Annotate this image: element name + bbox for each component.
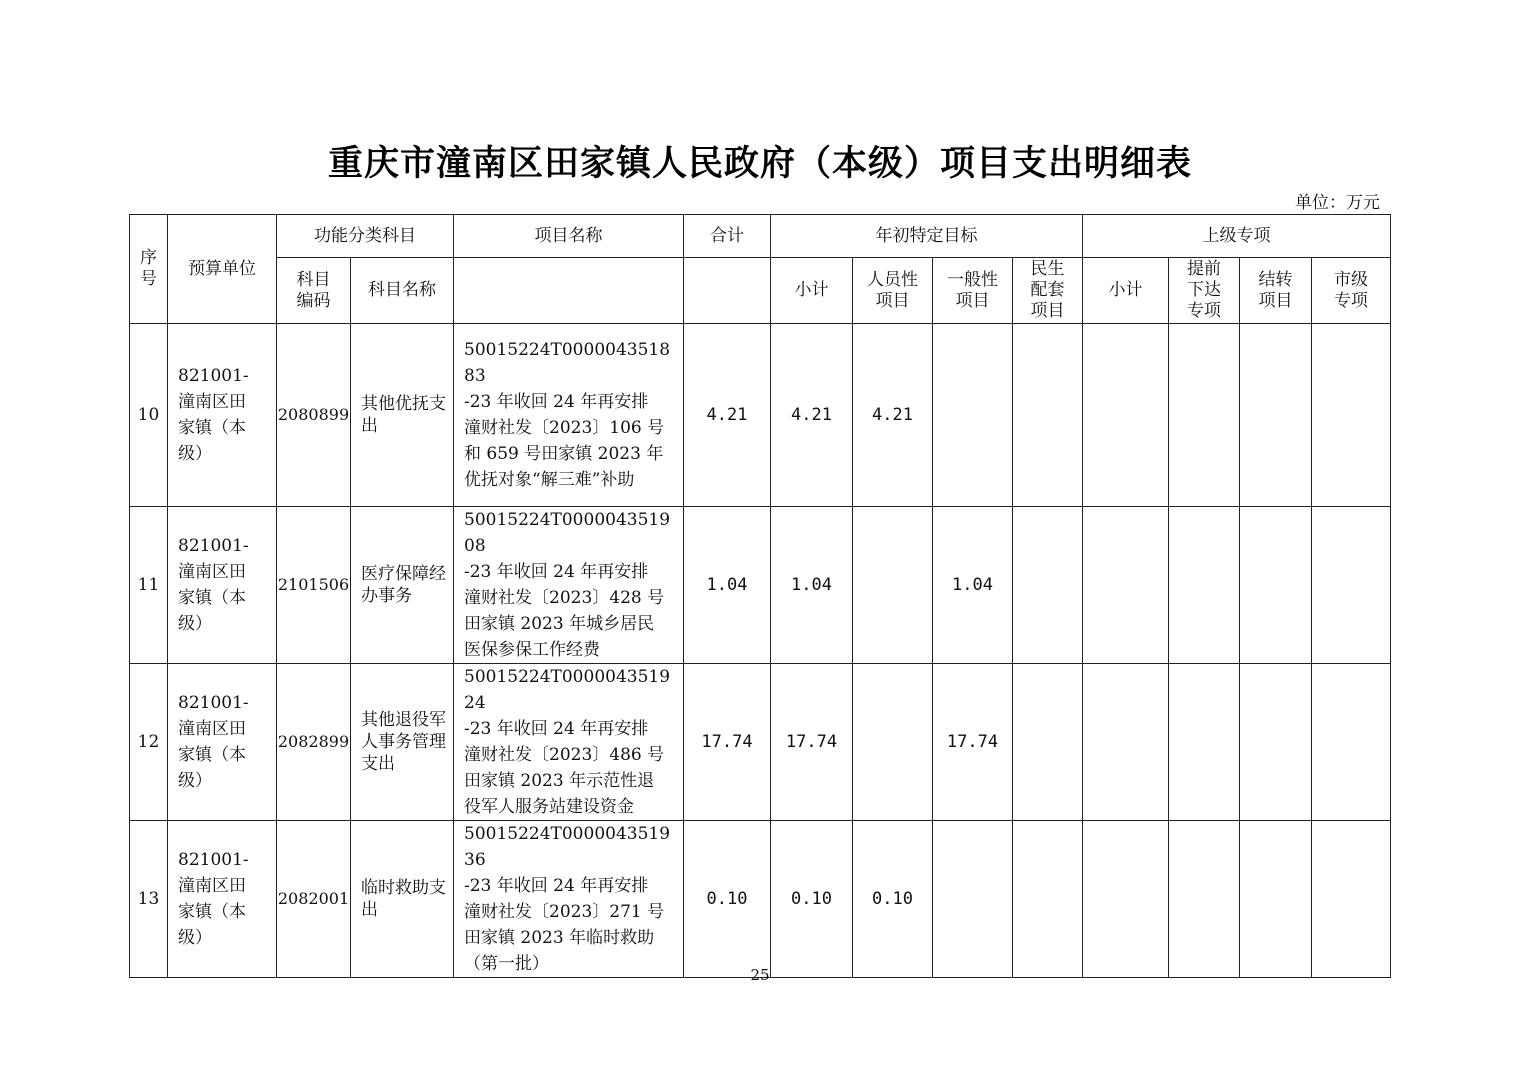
row-city — [1312, 507, 1391, 664]
header-superior: 上级专项 — [1083, 215, 1391, 258]
row-budget-unit: 821001- 潼南区田 家镇（本 级） — [168, 507, 277, 664]
row-total: 4.21 — [684, 324, 771, 507]
row-total: 1.04 — [684, 507, 771, 664]
row-annual-subtotal: 1.04 — [771, 507, 853, 664]
row-project-name: 50015224T000004351924 -23 年收回 24 年再安排 潼财社发〔2023〕486 号 田家镇 2023 年示范性退 役军人服务站建设资金 — [454, 664, 684, 821]
row-subject-code: 2082899 — [277, 664, 351, 821]
row-advance — [1169, 507, 1240, 664]
row-subject-code: 2101506 — [277, 507, 351, 664]
header-total: 合计 — [684, 215, 771, 258]
table-row — [130, 507, 1391, 664]
row-advance — [1169, 324, 1240, 507]
header-row-1 — [130, 215, 1391, 258]
page-number: 25 — [750, 966, 770, 984]
header-subject-code: 科目 编码 — [277, 258, 351, 324]
header-subject-name: 科目名称 — [351, 258, 454, 324]
row-total: 17.74 — [684, 664, 771, 821]
header-annual-target: 年初特定目标 — [771, 215, 1083, 258]
header-personnel: 人员性 项目 — [853, 258, 933, 324]
row-project-name: 50015224T000004351936 -23 年收回 24 年再安排 潼财社发〔2023〕271 号 田家镇 2023 年临时救助 （第一批） — [454, 821, 684, 978]
header-general: 一般性 项目 — [933, 258, 1013, 324]
row-city — [1312, 821, 1391, 978]
row-subject-name: 其他优抚支 出 — [351, 324, 454, 507]
row-project-name: 50015224T000004351883 -23 年收回 24 年再安排 潼财社发〔2023〕106 号 和 659 号田家镇 2023 年 优抚对象“解三难”补助 — [454, 324, 684, 507]
row-general — [933, 324, 1013, 507]
row-seq: 12 — [130, 664, 168, 821]
row-city — [1312, 324, 1391, 507]
row-annual-subtotal: 4.21 — [771, 324, 853, 507]
row-seq: 13 — [130, 821, 168, 978]
header-row-2 — [130, 258, 1391, 324]
table-row — [130, 821, 1391, 978]
row-superior-subtotal — [1083, 664, 1169, 821]
row-budget-unit: 821001- 潼南区田 家镇（本 级） — [168, 324, 277, 507]
row-carryover — [1240, 821, 1312, 978]
row-general — [933, 821, 1013, 978]
expenditure-table — [129, 214, 1391, 978]
row-livelihood — [1013, 664, 1083, 821]
header-carryover: 结转 项目 — [1240, 258, 1312, 324]
row-personnel: 0.10 — [853, 821, 933, 978]
row-advance — [1169, 664, 1240, 821]
table-row — [130, 664, 1391, 821]
header-total-blank — [684, 258, 771, 324]
row-subject-name: 医疗保障经 办事务 — [351, 507, 454, 664]
header-annual-subtotal: 小计 — [771, 258, 853, 324]
header-budget-unit: 预算单位 — [168, 215, 277, 324]
row-seq: 10 — [130, 324, 168, 507]
row-subject-name: 临时救助支 出 — [351, 821, 454, 978]
row-advance — [1169, 821, 1240, 978]
row-personnel — [853, 507, 933, 664]
row-subject-code: 2080899 — [277, 324, 351, 507]
row-general: 1.04 — [933, 507, 1013, 664]
row-seq: 11 — [130, 507, 168, 664]
row-superior-subtotal — [1083, 821, 1169, 978]
unit-label: 单位：万元 — [1295, 193, 1380, 213]
row-budget-unit: 821001- 潼南区田 家镇（本 级） — [168, 664, 277, 821]
row-annual-subtotal: 0.10 — [771, 821, 853, 978]
row-personnel: 4.21 — [853, 324, 933, 507]
header-superior-subtotal: 小计 — [1083, 258, 1169, 324]
row-project-name: 50015224T000004351908 -23 年收回 24 年再安排 潼财社发〔2023〕428 号 田家镇 2023 年城乡居民 医保参保工作经费 — [454, 507, 684, 664]
row-personnel — [853, 664, 933, 821]
row-livelihood — [1013, 507, 1083, 664]
header-advance: 提前 下达 专项 — [1169, 258, 1240, 324]
table-row — [130, 324, 1391, 507]
row-subject-name: 其他退役军 人事务管理 支出 — [351, 664, 454, 821]
page-title: 重庆市潼南区田家镇人民政府（本级）项目支出明细表 — [327, 144, 1192, 184]
row-carryover — [1240, 324, 1312, 507]
header-project-name: 项目名称 — [454, 215, 684, 258]
header-seq: 序 号 — [130, 215, 168, 324]
row-superior-subtotal — [1083, 507, 1169, 664]
header-func-class: 功能分类科目 — [277, 215, 454, 258]
row-superior-subtotal — [1083, 324, 1169, 507]
row-carryover — [1240, 507, 1312, 664]
row-city — [1312, 664, 1391, 821]
header-livelihood: 民生 配套 项目 — [1013, 258, 1083, 324]
row-subject-code: 2082001 — [277, 821, 351, 978]
row-annual-subtotal: 17.74 — [771, 664, 853, 821]
header-city: 市级 专项 — [1312, 258, 1391, 324]
header-project-name-blank — [454, 258, 684, 324]
row-livelihood — [1013, 821, 1083, 978]
row-carryover — [1240, 664, 1312, 821]
row-total: 0.10 — [684, 821, 771, 978]
row-livelihood — [1013, 324, 1083, 507]
row-general: 17.74 — [933, 664, 1013, 821]
row-budget-unit: 821001- 潼南区田 家镇（本 级） — [168, 821, 277, 978]
